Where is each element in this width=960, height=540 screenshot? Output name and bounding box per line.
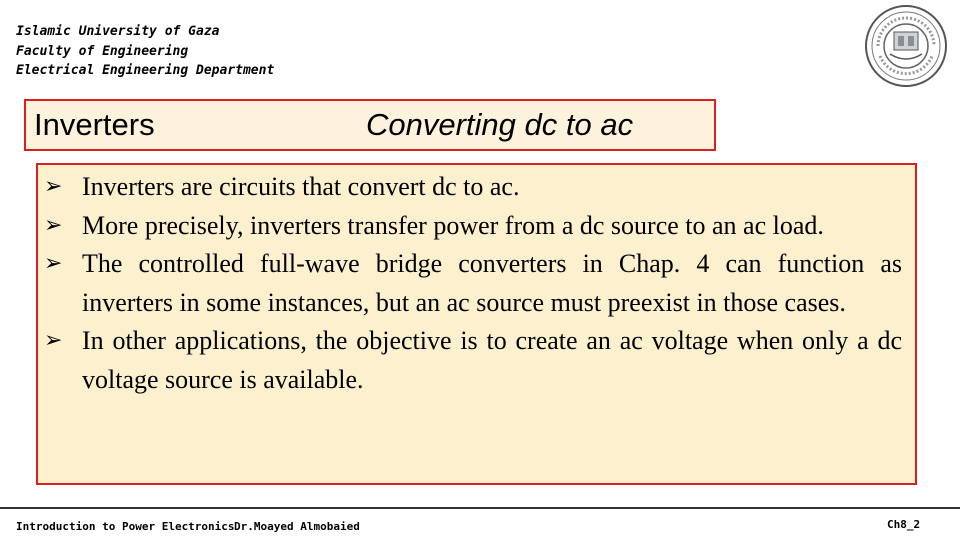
footer-author: Dr.Moayed Almobaied xyxy=(234,520,360,533)
department-name: Electrical Engineering Department xyxy=(16,63,275,78)
slide-title: Inverters xyxy=(34,107,155,142)
slide-subtitle: Converting dc to ac xyxy=(366,107,634,142)
bullet-item: ➢ Inverters are circuits that convert dc to ac. xyxy=(44,168,902,207)
arrow-bullet-icon: ➢ xyxy=(44,174,63,199)
bullet-item: ➢ The controlled full-wave bridge converters in Chap. 4 can function as inverters in some instances, but an ac source must preexist in those cases. xyxy=(44,245,902,322)
slide-title-box xyxy=(24,99,716,151)
footer-course: Introduction to Power Electronics xyxy=(16,520,235,533)
arrow-bullet-icon: ➢ xyxy=(44,212,63,238)
bullet-item: ➢ More precisely, inverters transfer power from a dc source to an ac load. xyxy=(44,207,902,246)
university-seal-icon xyxy=(864,4,948,88)
arrow-bullet-icon: ➢ xyxy=(44,328,63,353)
bullet-list xyxy=(44,168,902,399)
university-name: Islamic University of Gaza xyxy=(16,24,220,39)
slide-number: Ch8_2 xyxy=(887,518,921,531)
institution-header xyxy=(16,22,274,81)
arrow-bullet-icon: ➢ xyxy=(44,251,63,276)
bullet-item: ➢ In other applications, the objective is to create an ac voltage when only a dc voltage source is available. xyxy=(44,322,902,399)
footer-divider xyxy=(0,507,960,509)
faculty-name: Faculty of Engineering xyxy=(16,43,189,59)
